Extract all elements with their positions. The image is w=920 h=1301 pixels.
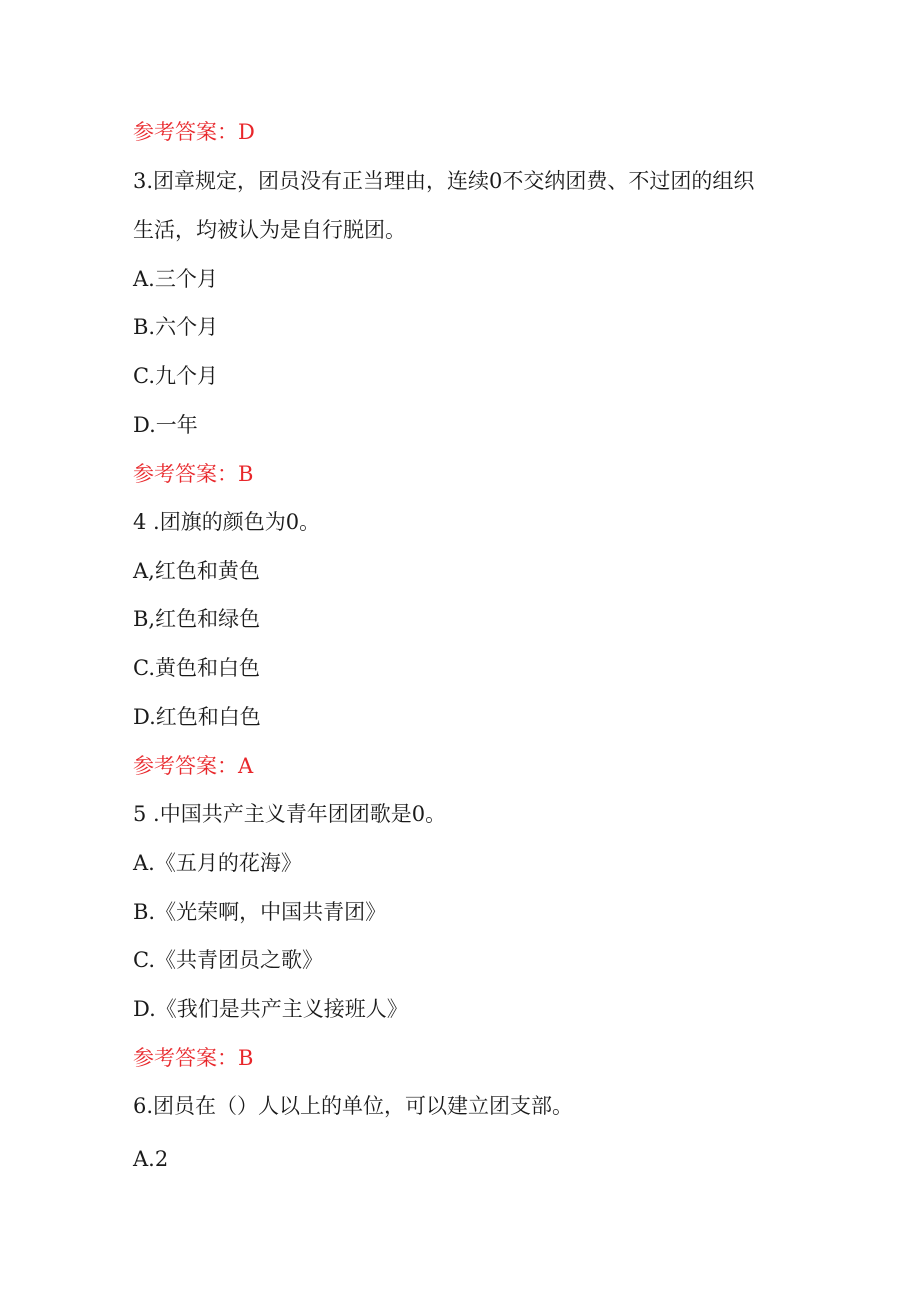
option-line: C.黄色和白色 bbox=[133, 656, 260, 680]
option-line: C.《共青团员之歌》 bbox=[133, 948, 323, 972]
option-line: B.六个月 bbox=[133, 315, 219, 339]
answer-line: 参考答案：B bbox=[133, 1046, 254, 1070]
question-line: 5 .中国共产主义青年团团歌是0。 bbox=[133, 802, 447, 826]
option-line: D.一年 bbox=[133, 413, 198, 437]
option-line: C.九个月 bbox=[133, 364, 218, 388]
option-line: D.红色和白色 bbox=[133, 705, 261, 729]
option-line: B,红色和绿色 bbox=[133, 607, 261, 631]
question-line: 6.团员在（）人以上的单位，可以建立团支部。 bbox=[133, 1094, 574, 1118]
option-line: A.2 bbox=[133, 1147, 169, 1171]
question-line: 3.团章规定，团员没有正当理由，连续0不交纳团费、不过团的组织 bbox=[133, 169, 755, 193]
option-line: B.《光荣啊，中国共青团》 bbox=[133, 900, 387, 924]
answer-line: 参考答案：A bbox=[133, 754, 254, 778]
question-line: 4 .团旗的颜色为0。 bbox=[133, 510, 321, 534]
option-line: D.《我们是共产主义接班人》 bbox=[133, 997, 408, 1021]
option-line: A.《五月的花海》 bbox=[133, 851, 302, 875]
option-line: A.三个月 bbox=[133, 267, 218, 291]
option-line: A,红色和黄色 bbox=[133, 559, 260, 583]
answer-line: 参考答案：D bbox=[133, 120, 255, 144]
answer-line: 参考答案：B bbox=[133, 462, 254, 486]
question-line: 生活，均被认为是自行脱团。 bbox=[133, 218, 406, 242]
